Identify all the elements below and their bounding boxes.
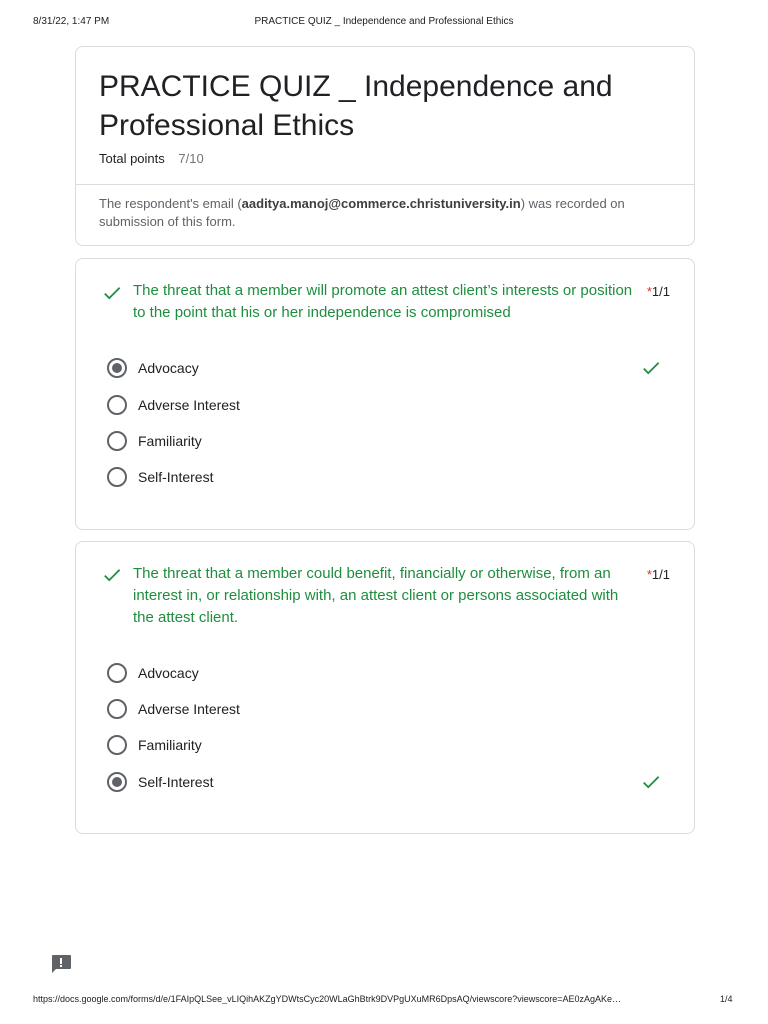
question-card <box>75 541 695 834</box>
form-header-card <box>75 46 695 246</box>
email-note <box>99 195 669 231</box>
option-label: Adverse Interest <box>138 701 240 717</box>
option-self-interest[interactable] <box>106 465 666 489</box>
score-value: 1/1 <box>651 567 670 582</box>
print-footer <box>0 994 768 1008</box>
header-divider <box>76 184 694 185</box>
required-marker: * <box>646 284 652 299</box>
radio-unselected[interactable] <box>107 735 127 755</box>
option-label: Self-Interest <box>138 469 214 485</box>
check-icon <box>640 771 662 793</box>
option-label: Advocacy <box>138 665 199 681</box>
check-icon <box>101 564 123 586</box>
respondent-email: aaditya.manoj@commerce.christuniversity.in <box>241 196 521 211</box>
option-advocacy[interactable] <box>106 356 666 380</box>
option-adverse-interest[interactable] <box>106 697 666 721</box>
print-title: PRACTICE QUIZ _ Independence and Professional Ethics <box>254 16 514 27</box>
option-self-interest[interactable] <box>106 770 666 794</box>
question-card <box>75 258 695 530</box>
option-familiarity[interactable] <box>106 733 666 757</box>
score-value: 1/1 <box>651 284 670 299</box>
option-familiarity[interactable] <box>106 429 666 453</box>
check-icon <box>640 357 662 379</box>
option-label: Self-Interest <box>138 774 214 790</box>
option-adverse-interest[interactable] <box>106 393 666 417</box>
option-label: Familiarity <box>138 737 202 753</box>
required-marker: * <box>646 567 652 582</box>
total-points-value: 7/10 <box>178 151 204 166</box>
page-number: 1/4 <box>720 994 733 1004</box>
check-icon <box>101 282 123 304</box>
question-text: The threat that a member could benefit, financially or otherwise, from an interest in, or relationship with, an attest client or persons associated with the attest client. <box>133 565 619 626</box>
question-text: The threat that a member will promote an attest client’s interests or position to the point that his or her independence is compromised <box>133 282 633 321</box>
radio-unselected[interactable] <box>107 699 127 719</box>
option-label: Advocacy <box>138 360 199 376</box>
radio-unselected[interactable] <box>107 395 127 415</box>
page-url: https://docs.google.com/forms/d/e/1FAIpQLSee_vLIQihAKZgYDWtsCyc20WLaGhBtrk9DVPgUXuMR6DpsAQ/viewscore?viewscore=AE0zAgAKe… <box>33 994 621 1004</box>
radio-selected[interactable] <box>107 772 127 792</box>
radio-selected[interactable] <box>107 358 127 378</box>
total-points <box>99 151 204 166</box>
report-feedback-icon[interactable] <box>50 954 72 974</box>
print-header <box>0 16 768 30</box>
option-label: Familiarity <box>138 433 202 449</box>
option-advocacy[interactable] <box>106 661 666 685</box>
email-note-prefix: The respondent's email ( <box>99 196 242 211</box>
question-score <box>647 567 670 582</box>
total-points-label: Total points <box>99 151 165 166</box>
question-score <box>647 284 670 299</box>
radio-unselected[interactable] <box>107 431 127 451</box>
radio-unselected[interactable] <box>107 663 127 683</box>
option-label: Adverse Interest <box>138 397 240 413</box>
radio-unselected[interactable] <box>107 467 127 487</box>
form-title: PRACTICE QUIZ _ Independence and Professional Ethics <box>99 70 613 142</box>
print-datetime: 8/31/22, 1:47 PM <box>33 16 110 27</box>
email-note-suffix: ) was recorded on submission of this form. <box>99 196 625 229</box>
